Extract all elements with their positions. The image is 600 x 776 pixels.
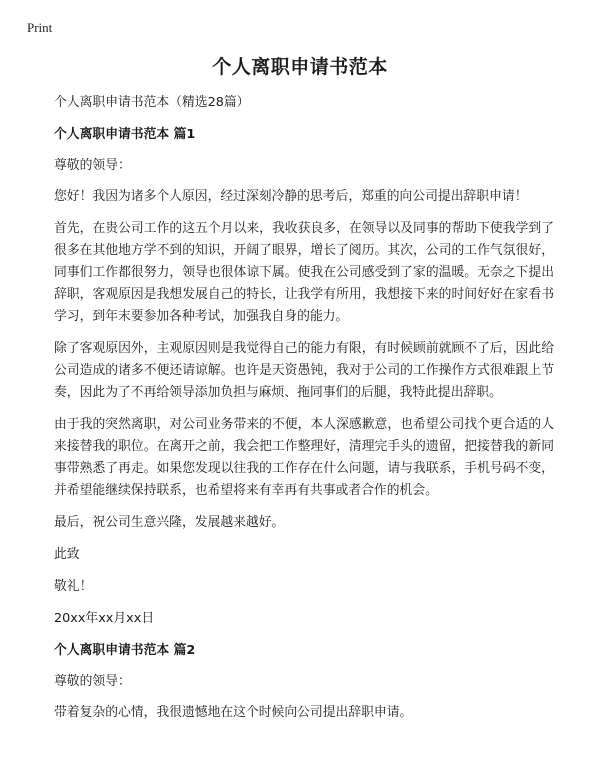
section-1-heading: 个人离职申请书范本 篇1 [54,127,196,142]
document-body [54,92,554,734]
print-link[interactable]: Print [27,20,53,35]
section-1-salutation: 尊敬的领导： [54,158,131,173]
section-1-date: 20xx年xx月xx日 [54,611,155,626]
section-1-paragraph: 由于我的突然离职，对公司业务带来的不便，本人深感歉意，也希望公司找个更合适的人来接替我的职位。在离开之前，我会把工作整理好，清理完手头的遗留，把接替我的新同事带熟悉了再走。如果您发现以往我的工作存在什么问题，请与我联系，手机号码不变，并希望能继续保持联系，也希望将来有幸再有共事或者合作的机会。 [54,417,554,498]
section-2-heading: 个人离职申请书范本 篇2 [54,643,196,658]
section-2-salutation: 尊敬的领导： [54,674,131,689]
section-1-regards: 敬礼！ [54,579,93,594]
section-1-paragraph: 您好！我因为诸多个人原因，经过深刻冷静的思考后，郑重的向公司提出辞职申请！ [54,189,528,204]
document-subtitle: 个人离职申请书范本（精选28篇） [54,95,250,110]
section-1-closing: 此致 [54,547,80,562]
section-2-paragraph: 带着复杂的心情，我很遗憾地在这个时候向公司提出辞职申请。 [54,705,413,720]
section-1-paragraph: 首先，在贵公司工作的这五个月以来，我收获良多，在领导以及同事的帮助下使我学到了很多在其他地方学不到的知识，开阔了眼界，增长了阅历。其次，公司的工作气氛很好，同事们工作都很努力，领导也很体谅下属。使我在公司感受到了家的温暖。无奈之下提出辞职，客观原因是我想发展自己的特长，让我学有所用，我想接下来的时间好好在家看书学习，到年末要参加各种考试，加强我自身的能力。 [54,221,554,324]
document-title: 个人离职申请书范本 [212,56,388,78]
section-1-paragraph: 最后，祝公司生意兴隆，发展越来越好。 [54,515,285,530]
section-1-paragraph: 除了客观原因外，主观原因则是我觉得自己的能力有限，有时候顾前就顾不了后，因此给公司造成的诸多不便还请谅解。也许是天资愚钝，我对于公司的工作操作方式很难跟上节奏，因此为了不再给领导添加负担与麻烦、拖同事们的后腿，我特此提出辞职。 [54,341,554,400]
